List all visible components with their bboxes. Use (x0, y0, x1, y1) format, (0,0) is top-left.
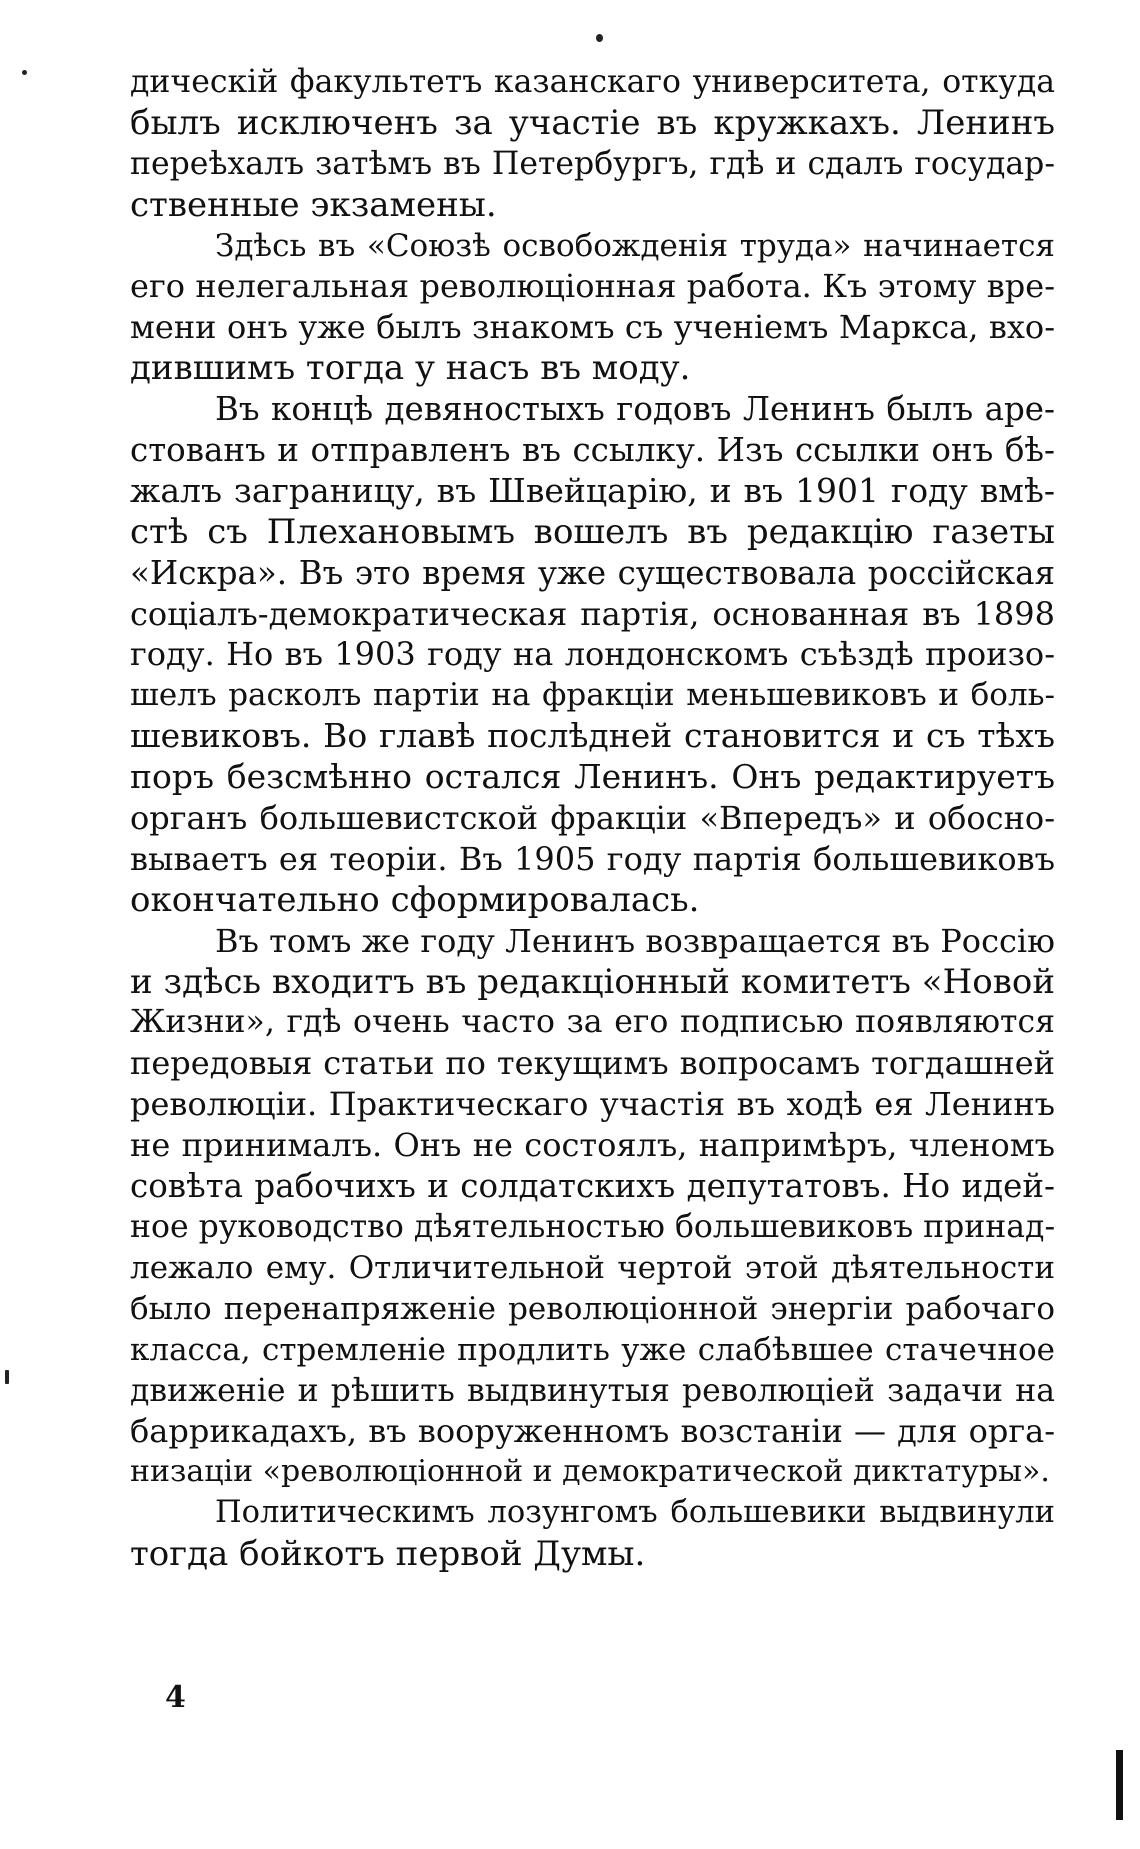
paragraph (130, 226, 1055, 390)
text-line: шелъ расколъ партіи на фракціи меньшевиковъ и боль- (130, 677, 1055, 714)
text-line: дическій факультетъ казанскаго университета, откуда (130, 64, 1055, 100)
paragraph (130, 62, 1055, 226)
text-line: шевиковъ. Во главѣ послѣдней становится и съ тѣхъ (130, 716, 1055, 756)
text-line: стованъ и отправленъ въ ссылку. Изъ ссылки онъ бѣ- (130, 431, 1055, 470)
paragraph (130, 921, 1055, 1493)
text-line: лежало ему. Отличительной чертой этой дѣятельности (130, 1249, 1055, 1286)
text-line: класса, стремленіе продлить уже слабѣвшее стачечное (130, 1331, 1055, 1368)
text-line: Въ концѣ девяностыхъ годовъ Ленинъ былъ аре- (215, 390, 1055, 429)
text-line: было перенапряженіе революціонной энергіи рабочаго (130, 1290, 1055, 1327)
text-line: революціи. Практическаго участія въ ходѣ ея Ленинъ (130, 1085, 1055, 1124)
text-line: Жизни», гдѣ очень часто за его подписью появляются (130, 1004, 1055, 1041)
text-line: органъ большевистской фракціи «Впередъ» и обосно- (130, 799, 1055, 838)
paragraph (130, 389, 1055, 921)
text-line: ственные экзамены. (130, 184, 497, 225)
text-line: мени онъ уже былъ знакомъ съ ученіемъ Маркса, вхо- (130, 308, 1055, 347)
text-line: поръ безсмѣнно остался Ленинъ. Онъ редактируетъ (130, 757, 1055, 797)
text-line: ное руководство дѣятельностью большевиковъ принад- (130, 1208, 1055, 1245)
text-line: «Искра». Въ это время уже существовала россійская (130, 553, 1055, 592)
scan-speck (596, 34, 603, 42)
text-line: передовыя статьи по текущимъ вопросамъ тогдашней (130, 1044, 1055, 1083)
text-line: баррикадахъ, въ вооруженномъ возстаніи — для орга- (130, 1412, 1055, 1451)
text-line: вываетъ ея теоріи. Въ 1905 году партія большевиковъ (130, 839, 1055, 878)
page-number: 4 (165, 1680, 186, 1715)
text-line: переѣхалъ затѣмъ въ Петербургъ, гдѣ и сдалъ государ- (130, 145, 1055, 182)
text-line: и здѣсь входитъ въ редакціонный комитетъ «Новой (130, 961, 1055, 1002)
text-line: жалъ заграницу, въ Швейцарію, и въ 1901 году вмѣ- (130, 470, 1055, 510)
text-line: стѣ съ Плехановымъ вошелъ въ редакцію газеты (130, 511, 1055, 552)
text-line: году. Но въ 1903 году на лондонскомъ съѣздѣ произо- (130, 635, 1055, 674)
text-line: соціалъ-демократическая партія, основанная въ 1898 (130, 594, 1055, 633)
text-line: окончательно сформировалась. (130, 879, 700, 920)
text-line: былъ исключенъ за участіе въ кружкахъ. Ленинъ (130, 102, 1055, 143)
text-line: не принималъ. Онъ не состоялъ, напримѣръ, членомъ (130, 1126, 1055, 1165)
scan-speck (22, 70, 27, 75)
scan-speck (5, 1370, 9, 1384)
text-line: Политическимъ лозунгомъ большевики выдвинули (215, 1495, 1055, 1531)
text-line: Здѣсь въ «Союзѣ освобожденія труда» начинается (215, 227, 1055, 264)
text-line: дившимъ тогда у насъ въ моду. (130, 348, 691, 389)
text-line: тогда бойкотъ первой Думы. (130, 1534, 646, 1575)
text-line: совѣта рабочихъ и солдатскихъ депутатовъ. Но идей- (130, 1167, 1055, 1206)
paragraph (130, 1493, 1055, 1575)
text-line: его нелегальная революціонная работа. Къ этому вре- (130, 267, 1055, 306)
scan-edge-mark (1116, 1750, 1123, 1820)
body-text (130, 62, 1055, 1575)
text-line: Въ томъ же году Ленинъ возвращается въ Россію (215, 921, 1055, 960)
text-line: движеніе и рѣшить выдвинутыя революціей задачи на (130, 1372, 1055, 1409)
text-line: низаціи «революціонной и демократической диктатуры». (130, 1454, 1050, 1490)
